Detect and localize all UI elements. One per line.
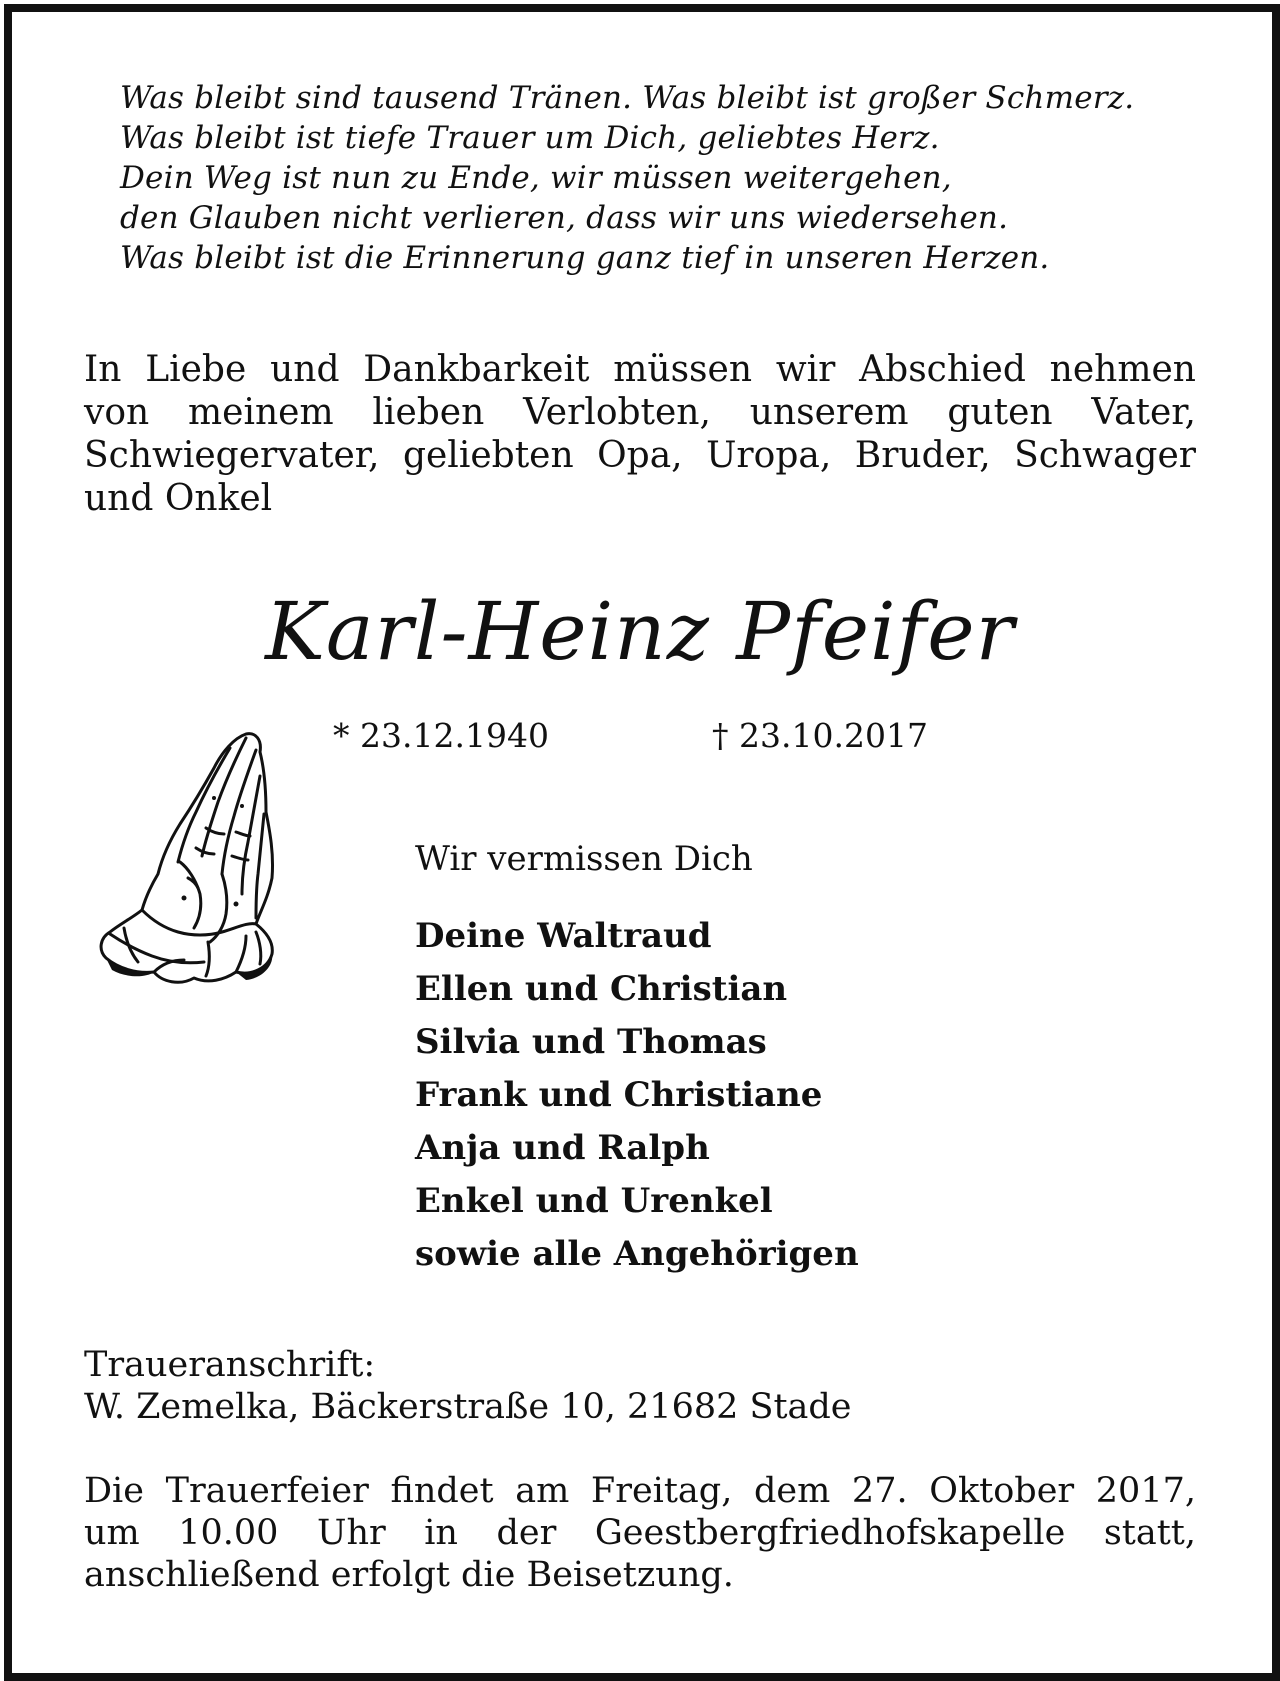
intro-paragraph [84,348,1196,520]
intro-line: von meinem lieben Verlobten, unserem guten Vater, [84,392,1196,433]
poem-line: den Glauben nicht verlieren, dass wir uns wiedersehen. [120,200,1009,236]
address-value: W. Zemelka, Bäckerstraße 10, 21682 Stade [84,1387,852,1427]
list-item: Enkel und Urenkel [415,1181,773,1221]
list-item: Frank und Christiane [415,1075,823,1115]
birth-date: * 23.12.1940 [333,716,549,755]
mourning-address [84,1344,852,1428]
funeral-service-info [84,1470,1196,1596]
list-item: Ellen und Christian [415,969,788,1009]
mourners-list [415,910,859,1281]
intro-line: Schwiegervater, geliebten Opa, Uropa, Bruder, Schwager [84,435,1196,476]
address-label: Traueranschrift: [84,1345,376,1385]
intro-line: In Liebe und Dankbarkeit müssen wir Abschied nehmen [84,349,1196,390]
poem-line: Was bleibt sind tausend Tränen. Was bleibt ist großer Schmerz. [120,80,1135,116]
service-line: um 10.00 Uhr in der Geestbergfriedhofskapelle statt, [84,1513,1196,1553]
list-item: Anja und Ralph [415,1128,710,1168]
service-line: anschließend erfolgt die Beisetzung. [84,1555,734,1595]
poem-line: Was bleibt ist tiefe Trauer um Dich, geliebtes Herz. [120,120,940,156]
list-item: Deine Waltraud [415,916,712,956]
list-item: sowie alle Angehörigen [415,1234,859,1274]
poem-line: Was bleibt ist die Erinnerung ganz tief in unseren Herzen. [120,240,1050,276]
deceased-name: Karl-Heinz Pfeifer [265,585,1015,678]
intro-line: und Onkel [84,478,273,519]
miss-you-text: Wir vermissen Dich [415,839,753,879]
service-line: Die Trauerfeier findet am Freitag, dem 27. Oktober 2017, [84,1471,1196,1511]
poem-line: Dein Weg ist nun zu Ende, wir müssen weitergehen, [120,160,952,196]
praying-hands-icon [96,728,286,988]
death-date: † 23.10.2017 [712,716,928,755]
poem [120,78,1134,278]
list-item: Silvia und Thomas [415,1022,767,1062]
